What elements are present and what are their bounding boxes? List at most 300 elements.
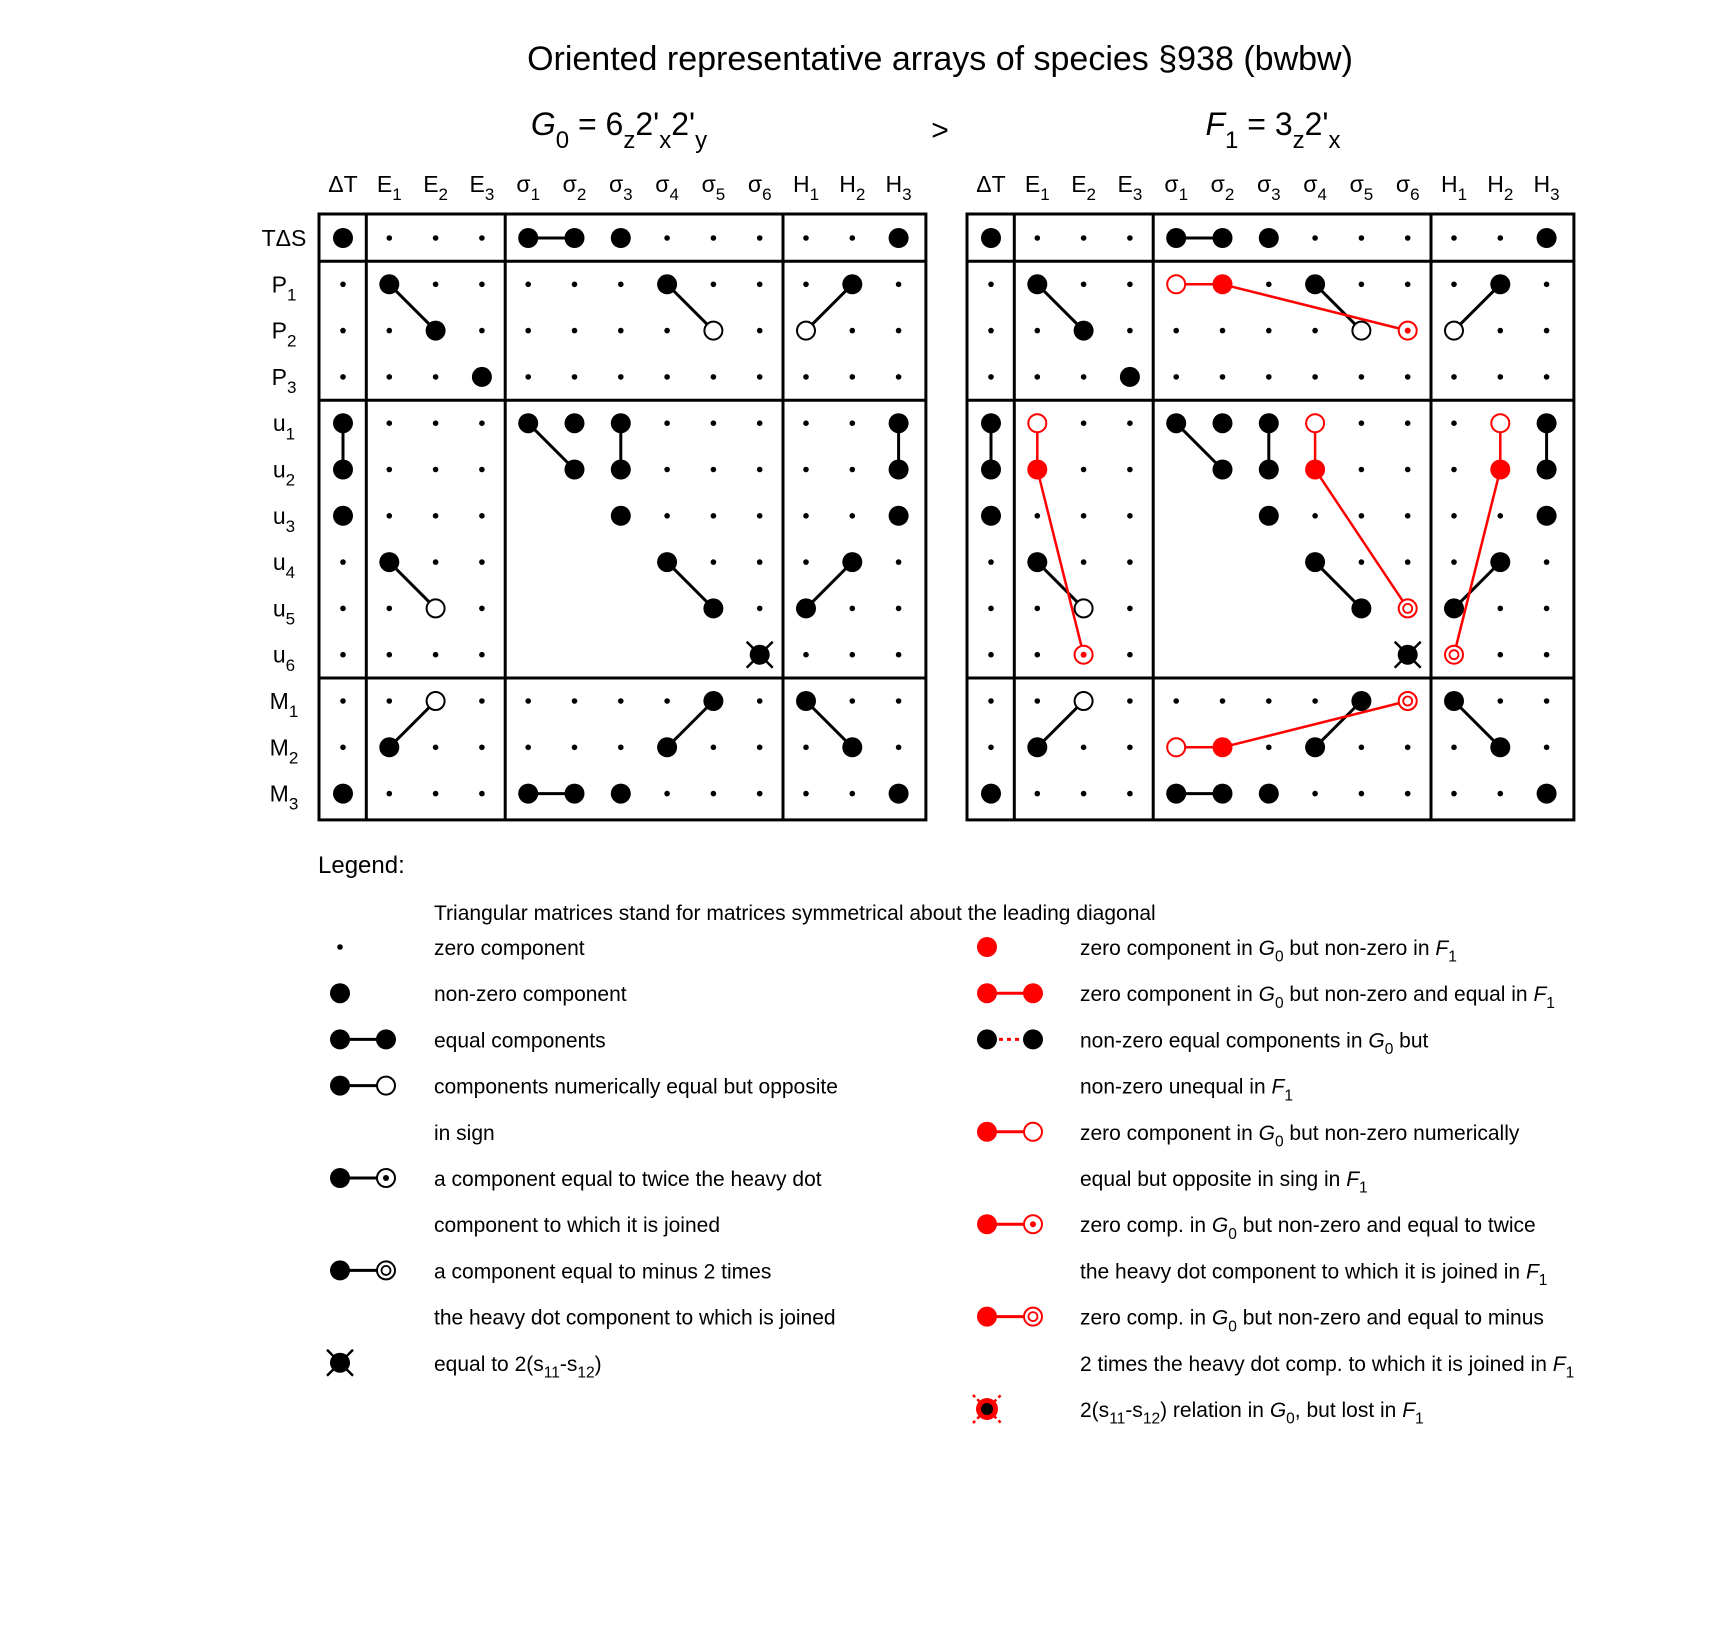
- filled-dot: [611, 228, 631, 248]
- zero-dot: [711, 235, 717, 241]
- legend-text: [1080, 937, 1457, 966]
- zero-dot: [988, 559, 994, 565]
- legend-text-part: 0: [1274, 994, 1284, 1012]
- zero-dot: [387, 235, 393, 241]
- zero-dot: [618, 282, 624, 288]
- column-label-main: σ: [701, 171, 716, 197]
- column-label-main: E: [1024, 171, 1041, 197]
- left_group-rhs-part: = 6: [569, 106, 624, 142]
- red-filled-dot: [1490, 460, 1510, 480]
- zero-dot: [433, 282, 439, 288]
- zero-dot: [340, 374, 346, 380]
- filled-dot: [657, 552, 677, 572]
- zero-dot: [479, 606, 485, 612]
- legend-text-part: G: [1368, 1029, 1385, 1053]
- filled-dot: [1166, 413, 1186, 433]
- column-label-main: σ: [562, 171, 577, 197]
- right-group-title: [1205, 106, 1340, 154]
- zero-dot: [711, 745, 717, 751]
- matrix-cell-red-dot: [1399, 322, 1417, 340]
- row-label: [270, 734, 299, 767]
- zero-dot: [1405, 235, 1411, 241]
- open-dot: [1445, 322, 1463, 340]
- matrix-cell-filled: [889, 784, 909, 804]
- zero-dot: [664, 235, 670, 241]
- filled-dot: [1305, 737, 1325, 757]
- zero-dot: [1312, 374, 1318, 380]
- legend-red-nonzero-icon: [977, 937, 997, 957]
- filled-dot: [1351, 598, 1371, 618]
- zero-dot: [896, 559, 902, 565]
- filled-dot: [1537, 413, 1557, 433]
- legend-red-minus-two-icon: [977, 1307, 1042, 1327]
- matrix-cell-filled: [1166, 228, 1186, 248]
- column-label: [516, 171, 540, 204]
- column-label: [1025, 171, 1050, 204]
- zero-dot: [387, 791, 393, 797]
- matrix-cell-filled: [1213, 460, 1233, 480]
- legend-text-part: 11: [543, 1364, 560, 1382]
- legend-text-part: non-zero unequal in: [1080, 1075, 1272, 1099]
- legend-text-part: 12: [1142, 1410, 1161, 1428]
- legend-text-part: , but lost in: [1294, 1399, 1403, 1422]
- open-dot: [797, 322, 815, 340]
- filled-dot: [842, 552, 862, 572]
- filled-dot: [1490, 274, 1510, 294]
- matrix-cell-filled: [1537, 784, 1557, 804]
- zero-dot: [387, 698, 393, 704]
- row-label: [273, 457, 295, 490]
- zero-dot: [618, 328, 624, 334]
- zero-dot: [1498, 606, 1504, 612]
- matrix-cell-filled: [611, 228, 631, 248]
- zero-dot: [896, 374, 902, 380]
- filled-dot: [379, 274, 399, 294]
- column-label: [1071, 171, 1096, 204]
- row-label: [270, 688, 299, 721]
- zero-dot: [1035, 606, 1041, 612]
- row-label-sub: 4: [285, 563, 296, 583]
- legend-opposite-icon: [330, 1076, 395, 1096]
- column-label: [469, 171, 494, 204]
- column-label: [1441, 171, 1467, 204]
- zero-dot: [525, 282, 531, 288]
- matrix-cell-filled: [1444, 691, 1464, 711]
- legend-text-part: -s: [1125, 1399, 1143, 1422]
- legend-text-part: zero component in: [1080, 1121, 1259, 1145]
- filled-dot: [611, 413, 631, 433]
- column-label: [1303, 171, 1327, 204]
- filled-dot: [1490, 552, 1510, 572]
- zero-dot: [1359, 559, 1365, 565]
- legend-text: [434, 1029, 606, 1052]
- column-label-sub: 2: [576, 185, 587, 205]
- row-label: [273, 642, 295, 675]
- filled-dot: [1027, 274, 1047, 294]
- column-label-sub: 3: [623, 185, 633, 205]
- matrix-cell-filled: [1027, 552, 1047, 572]
- zero-dot: [1498, 652, 1504, 658]
- column-label-sub: 5: [1363, 185, 1374, 205]
- right_group-rhs-part: 2': [1304, 106, 1329, 142]
- matrix-cell-red-open: [1167, 738, 1185, 756]
- column-label: [748, 171, 772, 204]
- matrix-cell-filled: [889, 228, 909, 248]
- zero-dot: [479, 328, 485, 334]
- zero-dot: [803, 791, 809, 797]
- matrix-cell-filled: [1259, 413, 1279, 433]
- legend-text-part: 1: [1284, 1087, 1293, 1105]
- zero-dot: [340, 282, 346, 288]
- legend-text: [1080, 1260, 1547, 1289]
- filled-dot: [796, 598, 816, 618]
- row-label-main: TΔS: [261, 225, 307, 251]
- filled-dot: [1166, 784, 1186, 804]
- legend-text-part: F: [1533, 983, 1547, 1007]
- red-link-line: [1315, 470, 1408, 609]
- matrix-cell-filled: [1537, 413, 1557, 433]
- legend-text-part: G: [1258, 937, 1275, 960]
- column-label: [793, 171, 819, 204]
- legend-text-part: equal to 2(s: [434, 1352, 544, 1376]
- zero-dot: [1127, 328, 1133, 334]
- column-label-sub: 3: [1550, 185, 1560, 205]
- filled-dot: [842, 737, 862, 757]
- zero-dot: [803, 282, 809, 288]
- filled-dot: [611, 784, 631, 804]
- zero-dot: [572, 745, 578, 751]
- legend-text-part: F: [1552, 1352, 1566, 1376]
- zero-dot: [1173, 698, 1179, 704]
- legend-text: [1080, 1029, 1429, 1058]
- zero-dot: [803, 745, 809, 751]
- column-label: [1534, 171, 1560, 204]
- open-dot: [704, 322, 722, 340]
- zero-dot: [525, 374, 531, 380]
- zero-dot: [757, 374, 763, 380]
- matrix-cell-filled: [1259, 784, 1279, 804]
- matrix-cell-filled: [981, 413, 1001, 433]
- row-label-main: u: [272, 456, 286, 483]
- zero-dot: [1451, 235, 1457, 241]
- zero-dot: [757, 745, 763, 751]
- legend-heading: Legend:: [318, 852, 405, 879]
- filled-dot: [518, 413, 538, 433]
- row-label-main: u: [272, 641, 286, 668]
- legend-text: [434, 983, 627, 1006]
- matrix-cell-filled: [889, 506, 909, 526]
- zero-dot: [711, 282, 717, 288]
- legend-text-part: zero comp. in: [1080, 1306, 1212, 1330]
- zero-dot: [850, 374, 856, 380]
- zero-dot: [1405, 745, 1411, 751]
- matrix-cell-filled: [1537, 506, 1557, 526]
- matrix-cell-red-filled: [1027, 460, 1047, 480]
- red-minus-two-ring: [1450, 650, 1459, 659]
- zero-dot: [1081, 235, 1087, 241]
- row-label-sub: 6: [285, 655, 296, 675]
- matrix-cell-open: [427, 692, 445, 710]
- zero-dot: [1081, 559, 1087, 565]
- zero-dot: [1451, 745, 1457, 751]
- column-label-main: H: [1487, 171, 1504, 197]
- zero-dot: [1312, 513, 1318, 519]
- legend-text-part: F: [1525, 1260, 1539, 1284]
- legend-red-opposite-icon: [977, 1122, 1042, 1142]
- right_group-symbol-sub: 1: [1225, 127, 1239, 154]
- legend-text-part: ) relation in: [1160, 1399, 1270, 1422]
- filled-dot: [1120, 367, 1140, 387]
- zero-dot: [988, 698, 994, 704]
- row-label-sub: 3: [288, 794, 299, 814]
- zero-dot: [988, 606, 994, 612]
- zero-dot: [1127, 420, 1133, 426]
- zero-dot: [1220, 374, 1226, 380]
- legend-text-part: 0: [1228, 1318, 1237, 1336]
- matrix-cell-filled: [1305, 737, 1325, 757]
- left_group-rhs-part: 2': [635, 106, 660, 142]
- zero-dot: [433, 791, 439, 797]
- column-label: [423, 171, 448, 204]
- red-minus-two-ring: [1403, 697, 1412, 706]
- legend-text: [1080, 1399, 1424, 1428]
- zero-dot: [387, 374, 393, 380]
- matrix-cell-filled: [1490, 737, 1510, 757]
- zero-dot: [803, 559, 809, 565]
- zero-dot: [1266, 745, 1272, 751]
- column-label-sub: 2: [1503, 185, 1514, 205]
- zero-dot: [850, 513, 856, 519]
- column-label-sub: 4: [1317, 185, 1327, 205]
- legend-text-part: component to which it is joined: [434, 1214, 720, 1238]
- zero-dot: [1266, 374, 1272, 380]
- filled-dot: [981, 460, 1001, 480]
- zero-dot: [340, 745, 346, 751]
- zero-dot: [711, 559, 717, 565]
- column-label-main: H: [1533, 171, 1551, 197]
- zero-dot: [1359, 791, 1365, 797]
- legend-zero-icon: [337, 944, 343, 950]
- red-filled-dot: [1027, 460, 1047, 480]
- filled-dot: [1259, 784, 1279, 804]
- column-label-sub: 4: [669, 185, 679, 205]
- filled-dot: [379, 737, 399, 757]
- legend-text: [1080, 1214, 1536, 1243]
- matrix-cell-filled: [1305, 274, 1325, 294]
- column-label: [1257, 171, 1281, 204]
- matrix-cell-filled: [518, 228, 538, 248]
- filled-dot: [426, 321, 446, 341]
- column-label-main: E: [1071, 171, 1087, 197]
- column-label-main: H: [1440, 171, 1458, 197]
- filled-dot: [1259, 506, 1279, 526]
- zero-dot: [711, 513, 717, 519]
- zero-dot: [850, 791, 856, 797]
- matrix-cell-red-open: [1306, 414, 1324, 432]
- zero-dot: [479, 791, 485, 797]
- legend-text-part: F: [1346, 1168, 1360, 1191]
- filled-dot: [1351, 691, 1371, 711]
- left_group-symbol-sub: 0: [555, 127, 570, 154]
- matrix-cell-filled: [1213, 784, 1233, 804]
- zero-dot: [1220, 698, 1226, 704]
- zero-dot: [1405, 791, 1411, 797]
- filled-dot: [565, 784, 585, 804]
- row-label: [272, 271, 297, 304]
- filled-dot: [1305, 552, 1325, 572]
- matrix-cell-filled: [842, 274, 862, 294]
- legend-text: [434, 1214, 720, 1237]
- filled-dot: [1537, 460, 1557, 480]
- matrix-cell-filled: [889, 413, 909, 433]
- zero-dot: [387, 652, 393, 658]
- zero-dot: [1312, 791, 1318, 797]
- matrix-cell-filled: [981, 460, 1001, 480]
- zero-dot: [757, 420, 763, 426]
- filled-dot: [565, 228, 585, 248]
- legend-text: [1080, 1076, 1293, 1105]
- right_group-title-text: [1205, 106, 1340, 154]
- matrix-cell-filled: [379, 274, 399, 294]
- legend-text-part: 1: [1415, 1410, 1424, 1428]
- zero-dot: [525, 698, 531, 704]
- zero-dot: [1544, 698, 1550, 704]
- legend-text: [1080, 1307, 1544, 1336]
- legend-text-part: a component equal to twice the heavy dot: [434, 1168, 822, 1191]
- legend-equal-icon: [330, 1029, 396, 1049]
- filled-dot: [1213, 413, 1233, 433]
- zero-dot: [1451, 282, 1457, 288]
- filled-dot: [1027, 737, 1047, 757]
- zero-dot: [433, 420, 439, 426]
- left_group-rhs-part: 2': [671, 106, 696, 142]
- column-label-sub: 1: [1457, 185, 1468, 205]
- column-label-main: H: [792, 171, 810, 197]
- row-label-main: P: [271, 271, 287, 298]
- zero-dot: [1359, 745, 1365, 751]
- legend-text: [1080, 1168, 1368, 1197]
- zero-dot: [1081, 791, 1087, 797]
- zero-dot: [340, 606, 346, 612]
- row-label-sub: 3: [285, 516, 296, 536]
- red-minus-two-ring: [1403, 604, 1412, 613]
- zero-dot: [664, 791, 670, 797]
- legend-nonzero-icon: [330, 983, 350, 1003]
- legend-text-part: the heavy dot component to which it is joined in: [1080, 1260, 1526, 1284]
- legend-text-part: 0: [1228, 1225, 1237, 1243]
- filled-dot: [333, 784, 353, 804]
- row-label-sub: 3: [286, 377, 297, 397]
- zero-dot: [988, 328, 994, 334]
- zero-dot: [988, 374, 994, 380]
- legend-text-part: but non-zero numerically: [1283, 1121, 1520, 1145]
- row-label-main: M: [269, 734, 289, 761]
- zero-dot: [1127, 606, 1133, 612]
- matrix-cell-filled: [1259, 228, 1279, 248]
- column-label: [976, 171, 1005, 197]
- matrix-cell-filled: [1537, 228, 1557, 248]
- zero-dot: [1359, 420, 1365, 426]
- zero-dot: [896, 745, 902, 751]
- zero-dot: [1035, 328, 1041, 334]
- legend-text-part: 1: [1448, 948, 1457, 966]
- zero-dot: [1081, 420, 1087, 426]
- zero-dot: [387, 420, 393, 426]
- legend-text: [1080, 1353, 1574, 1382]
- matrix-cell-red-filled: [1490, 460, 1510, 480]
- column-label: [328, 171, 357, 197]
- left_group-symbol: G: [530, 106, 556, 142]
- zero-dot: [433, 559, 439, 565]
- right_group-rhs-part: = 3: [1238, 106, 1293, 142]
- zero-dot: [433, 652, 439, 658]
- filled-dot: [565, 460, 585, 480]
- matrix-cell-filled: [981, 228, 1001, 248]
- left_group-rhs-part: x: [659, 127, 672, 154]
- zero-dot: [1544, 606, 1550, 612]
- zero-dot: [757, 467, 763, 473]
- zero-dot: [1035, 791, 1041, 797]
- zero-dot: [803, 513, 809, 519]
- open-dot: [427, 692, 445, 710]
- zero-dot: [664, 328, 670, 334]
- filled-dot: [1259, 413, 1279, 433]
- zero-dot: [1035, 374, 1041, 380]
- legend-text: [1080, 1122, 1520, 1151]
- matrix-cell-red-ring: [1399, 599, 1417, 617]
- legend-text-part: F: [1271, 1075, 1285, 1099]
- matrix-cell-filled: [1074, 321, 1094, 341]
- filled-dot: [889, 460, 909, 480]
- legend-text-part: the heavy dot component to which is joined: [434, 1306, 836, 1330]
- matrix-cell-filled: [518, 784, 538, 804]
- row-label-sub: 2: [286, 331, 297, 351]
- filled-dot: [889, 506, 909, 526]
- matrix-cell-filled: [1027, 274, 1047, 294]
- zero-dot: [711, 420, 717, 426]
- filled-dot: [333, 506, 353, 526]
- matrix-cell-filled: [426, 321, 446, 341]
- zero-dot: [988, 652, 994, 658]
- zero-dot: [1127, 235, 1133, 241]
- row-label-main: M: [269, 780, 289, 807]
- filled-dot: [1444, 691, 1464, 711]
- matrix-cell-red-ring: [1399, 692, 1417, 710]
- filled-dot: [1537, 506, 1557, 526]
- zero-dot: [1312, 328, 1318, 334]
- zero-dot: [1544, 282, 1550, 288]
- zero-dot: [850, 467, 856, 473]
- red-filled-dot: [1305, 460, 1325, 480]
- zero-dot: [1451, 374, 1457, 380]
- column-label-main: σ: [1256, 171, 1272, 197]
- zero-dot: [850, 235, 856, 241]
- matrix-cell-filled: [333, 460, 353, 480]
- zero-dot: [757, 791, 763, 797]
- legend-text: [434, 1307, 836, 1330]
- legend-text-part: -s: [559, 1352, 578, 1376]
- zero-dot: [1266, 282, 1272, 288]
- row-label-sub: 2: [288, 748, 299, 768]
- column-label-sub: 2: [438, 185, 449, 205]
- zero-dot: [803, 374, 809, 380]
- zero-dot: [988, 282, 994, 288]
- zero-dot: [1081, 513, 1087, 519]
- filled-dot: [703, 598, 723, 618]
- filled-dot: [611, 506, 631, 526]
- open-dot: [1075, 692, 1093, 710]
- zero-dot: [1127, 467, 1133, 473]
